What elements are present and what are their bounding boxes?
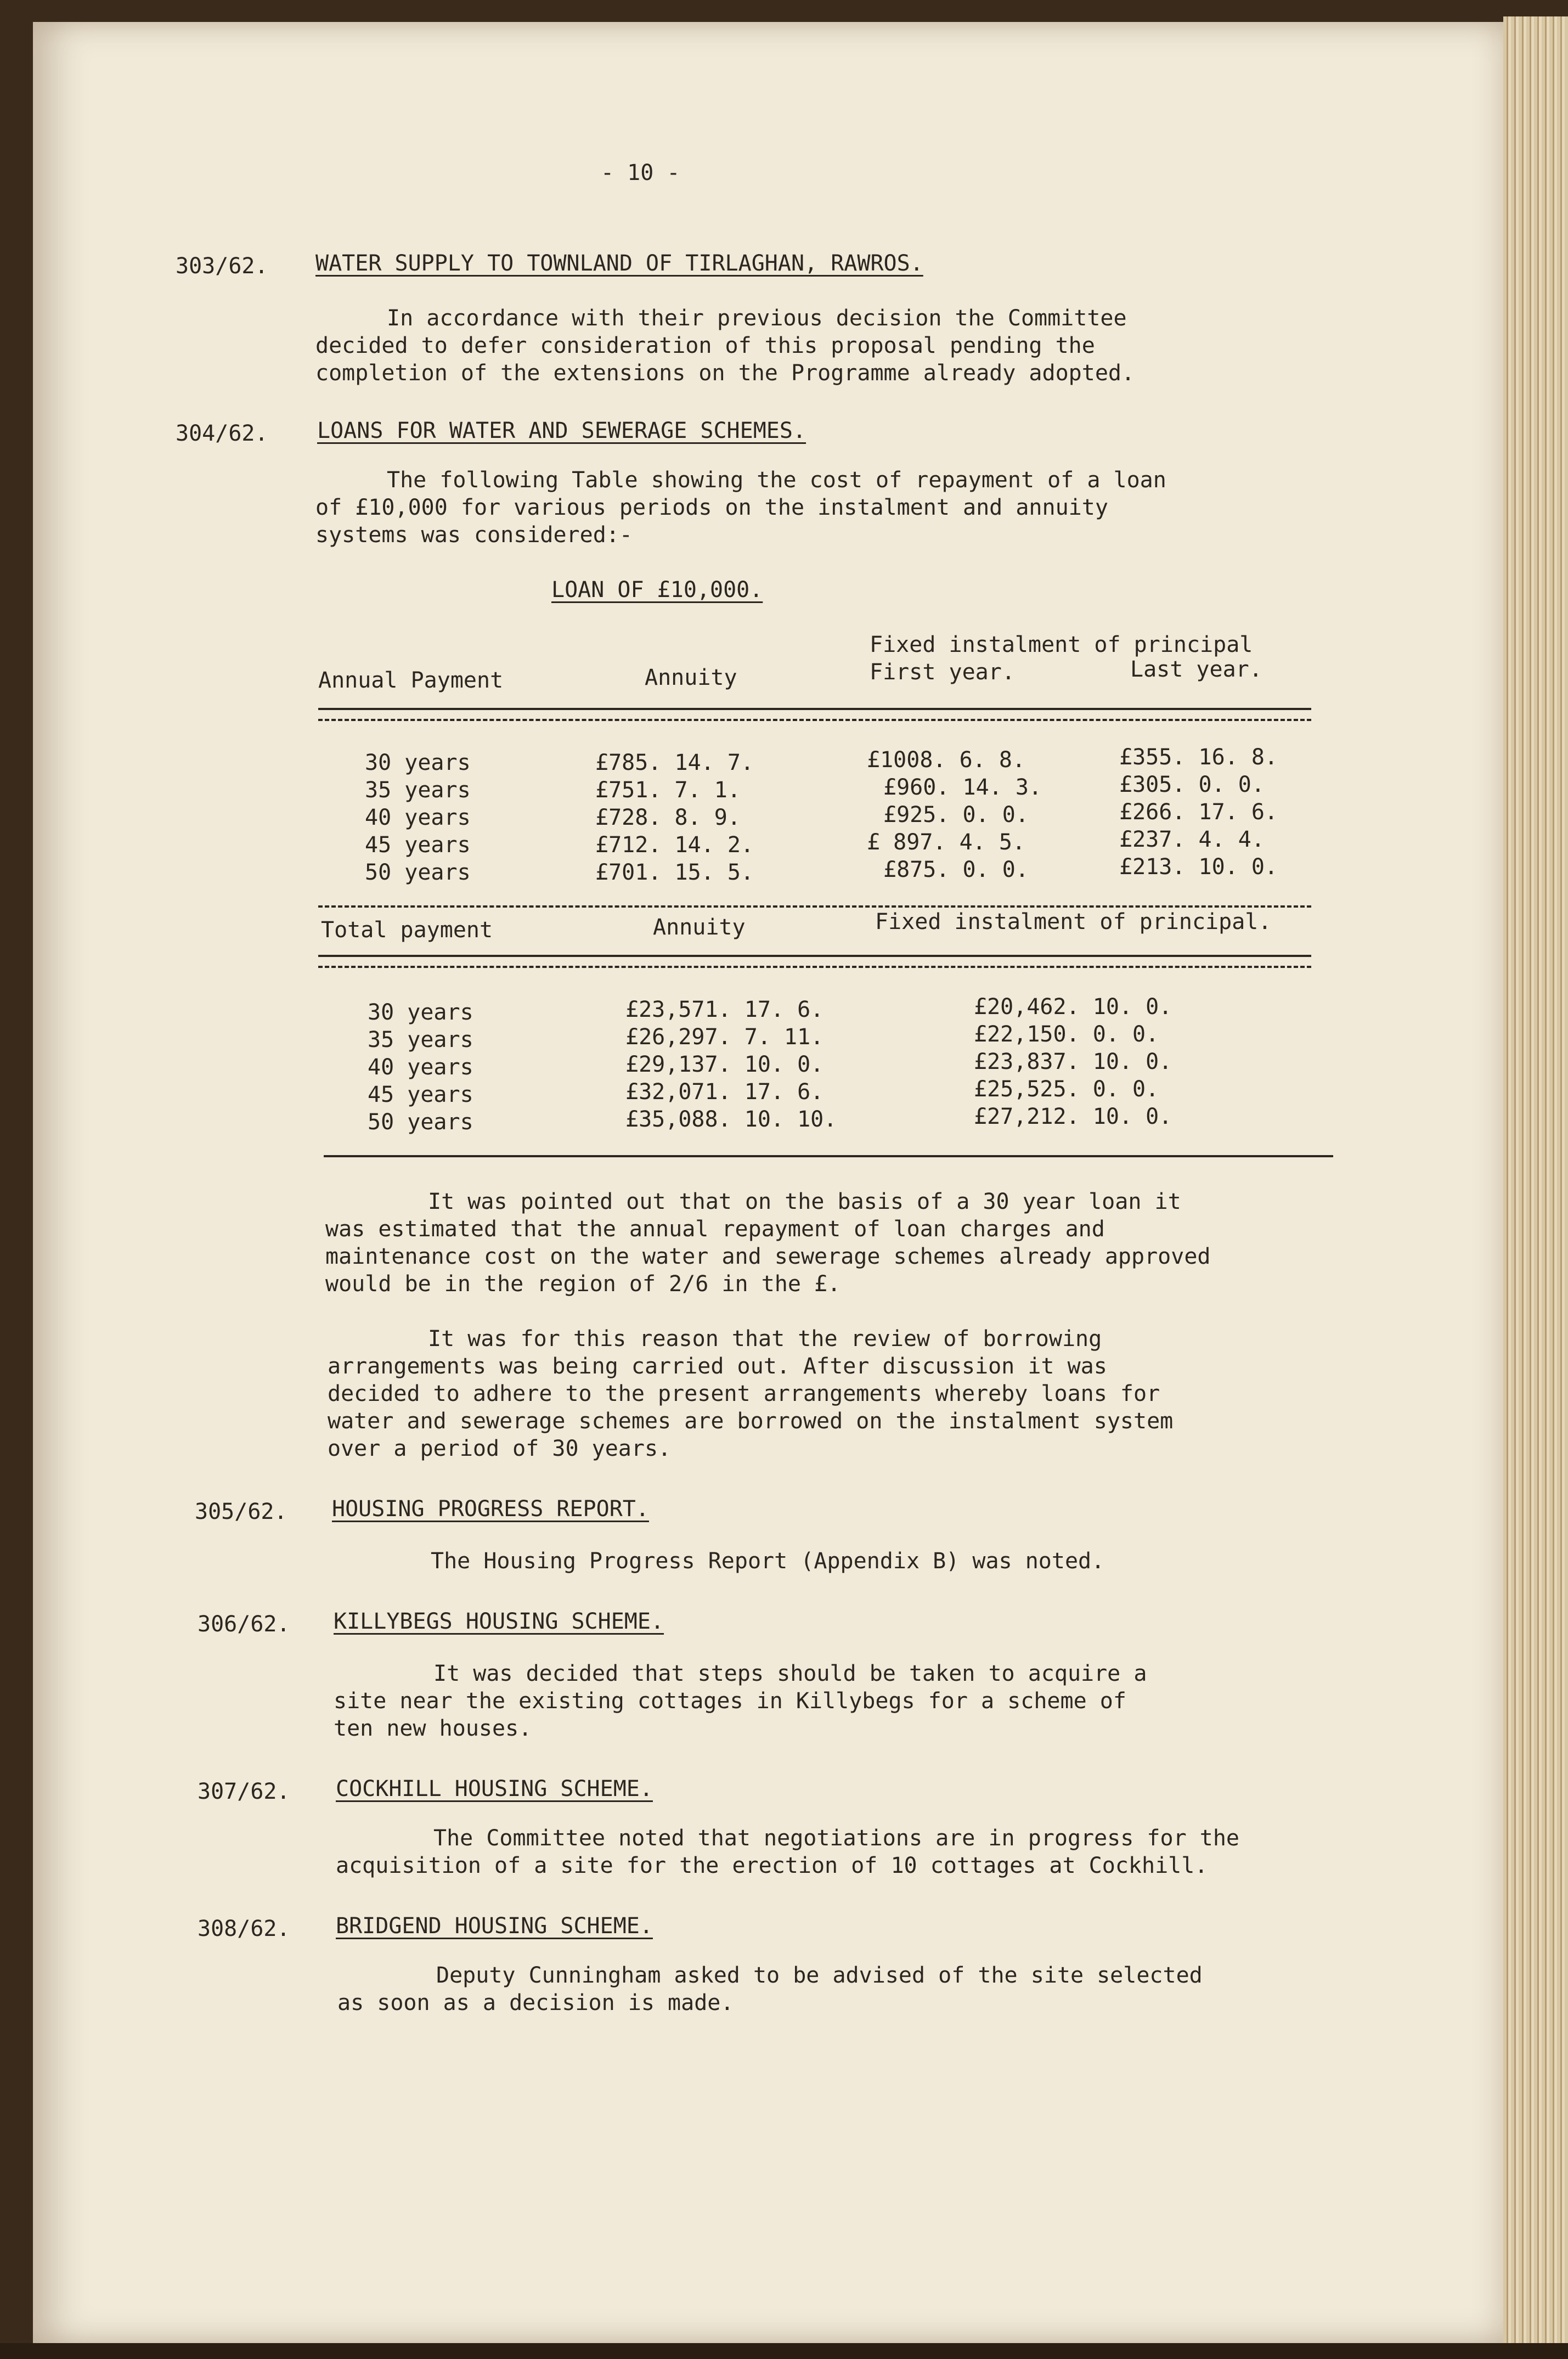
paragraph-line: In accordance with their previous decision the Committee — [387, 306, 1127, 331]
item-heading: WATER SUPPLY TO TOWNLAND OF TIRLAGHAN, RAWROS. — [315, 251, 923, 276]
paragraph-line: water and sewerage schemes are borrowed on the instalment system — [328, 1409, 1174, 1434]
table-rule — [318, 708, 1311, 710]
table-cell: £305. 0. 0. — [1119, 772, 1265, 797]
table-cell: 30 years — [368, 1000, 473, 1025]
item-ref: 307/62. — [198, 1779, 290, 1804]
book-shadow — [0, 2343, 1568, 2359]
table-cell: £1008. 6. 8. — [867, 747, 1025, 773]
table-rule — [318, 719, 1311, 721]
table-cell: 50 years — [365, 860, 471, 885]
table-rule — [318, 955, 1311, 957]
item-ref: 303/62. — [176, 254, 268, 279]
table-header-fixed2: Fixed instalment of principal. — [875, 909, 1272, 934]
table-cell: £27,212. 10. 0. — [974, 1104, 1172, 1129]
paragraph-line: was estimated that the annual repayment of loan charges and — [325, 1217, 1105, 1242]
item-ref: 304/62. — [176, 421, 268, 446]
page-number: - 10 - — [601, 160, 680, 185]
table-header-fixed: Fixed instalment of principal — [870, 632, 1253, 657]
table-header-first: First year. — [870, 660, 1015, 685]
table-cell: £22,150. 0. 0. — [974, 1022, 1159, 1047]
item-ref: 308/62. — [198, 1916, 290, 1941]
paragraph-line: The following Table showing the cost of repayment of a loan — [387, 468, 1166, 493]
table-cell: £785. 14. 7. — [595, 750, 754, 775]
table-cell: £237. 4. 4. — [1119, 827, 1265, 852]
table-cell: £32,071. 17. 6. — [625, 1079, 824, 1105]
table-cell: 35 years — [365, 778, 471, 803]
paragraph-line: as soon as a decision is made. — [337, 1990, 734, 2015]
table-cell: £960. 14. 3. — [883, 775, 1042, 800]
table-header-last: Last year. — [1130, 657, 1262, 682]
paragraph-line: The Housing Progress Report (Appendix B) was noted. — [431, 1549, 1105, 1574]
paragraph-line: acquisition of a site for the erection of 10 cottages at Cockhill. — [336, 1853, 1208, 1878]
table-cell: £25,525. 0. 0. — [974, 1077, 1159, 1102]
table-header-total: Total payment — [321, 917, 493, 943]
table-cell: £728. 8. 9. — [595, 805, 741, 830]
table-cell: £20,462. 10. 0. — [974, 994, 1172, 1020]
paragraph-line: ten new houses. — [334, 1716, 532, 1741]
table-cell: £213. 10. 0. — [1119, 854, 1278, 880]
paragraph-line: decided to adhere to the present arrangements whereby loans for — [328, 1381, 1160, 1406]
table-cell: 40 years — [368, 1055, 473, 1080]
paragraph-line: decided to defer consideration of this proposal pending the — [315, 333, 1095, 358]
table-cell: 35 years — [368, 1027, 473, 1052]
item-ref: 306/62. — [198, 1612, 290, 1637]
item-heading: LOANS FOR WATER AND SEWERAGE SCHEMES. — [317, 418, 806, 443]
table-cell: £751. 7. 1. — [595, 778, 741, 803]
table-cell: 45 years — [365, 832, 471, 858]
table-header-annuity: Annuity — [645, 665, 737, 690]
table-cell: 40 years — [365, 805, 471, 830]
table-cell: £ 897. 4. 5. — [867, 830, 1025, 855]
paragraph-line: maintenance cost on the water and sewerage schemes already approved — [325, 1244, 1211, 1269]
table-cell: 30 years — [365, 750, 471, 775]
paragraph-line: site near the existing cottages in Killybegs for a scheme of — [334, 1688, 1126, 1714]
table-cell: £355. 16. 8. — [1119, 745, 1278, 770]
table-rule — [318, 966, 1311, 968]
paragraph-line: It was decided that steps should be taken to acquire a — [433, 1661, 1147, 1686]
paragraph-line: of £10,000 for various periods on the instalment and annuity — [315, 495, 1108, 520]
paragraph-line: Deputy Cunningham asked to be advised of the site selected — [436, 1963, 1203, 1988]
table-cell: £701. 15. 5. — [595, 860, 754, 885]
table-cell: £266. 17. 6. — [1119, 800, 1278, 825]
table-header-annual: Annual Payment — [318, 668, 504, 693]
table-cell: £712. 14. 2. — [595, 832, 754, 858]
paragraph-line: would be in the region of 2/6 in the £. — [325, 1271, 841, 1297]
table-cell: 45 years — [368, 1082, 473, 1107]
table-header-annuity2: Annuity — [653, 915, 746, 940]
item-heading: KILLYBEGS HOUSING SCHEME. — [334, 1609, 664, 1634]
table-cell: 50 years — [368, 1110, 473, 1135]
table-cell: £925. 0. 0. — [883, 802, 1029, 827]
table-cell: £35,088. 10. 10. — [625, 1107, 837, 1132]
table-rule — [324, 1155, 1333, 1157]
paragraph-line: It was pointed out that on the basis of a 30 year loan it — [428, 1189, 1181, 1214]
table-cell: £23,571. 17. 6. — [625, 997, 824, 1022]
table-title: LOAN OF £10,000. — [551, 577, 763, 603]
item-ref: 305/62. — [195, 1499, 287, 1524]
table-cell: £26,297. 7. 11. — [625, 1024, 824, 1050]
table-cell: £29,137. 10. 0. — [625, 1052, 824, 1077]
table-cell: £875. 0. 0. — [883, 857, 1029, 882]
item-heading: HOUSING PROGRESS REPORT. — [332, 1496, 649, 1522]
paragraph-line: It was for this reason that the review of borrowing — [428, 1326, 1102, 1352]
paragraph-line: completion of the extensions on the Programme already adopted. — [315, 361, 1135, 386]
item-heading: BRIDGEND HOUSING SCHEME. — [336, 1913, 653, 1939]
item-heading: COCKHILL HOUSING SCHEME. — [336, 1776, 653, 1801]
page-edges — [1503, 16, 1568, 2354]
table-cell: £23,837. 10. 0. — [974, 1049, 1172, 1074]
table-rule — [318, 905, 1311, 908]
paragraph-line: systems was considered:- — [315, 522, 633, 548]
paragraph-line: arrangements was being carried out. After discussion it was — [328, 1354, 1107, 1379]
paragraph-line: The Committee noted that negotiations are in progress for the — [433, 1826, 1240, 1851]
paragraph-line: over a period of 30 years. — [328, 1436, 672, 1461]
